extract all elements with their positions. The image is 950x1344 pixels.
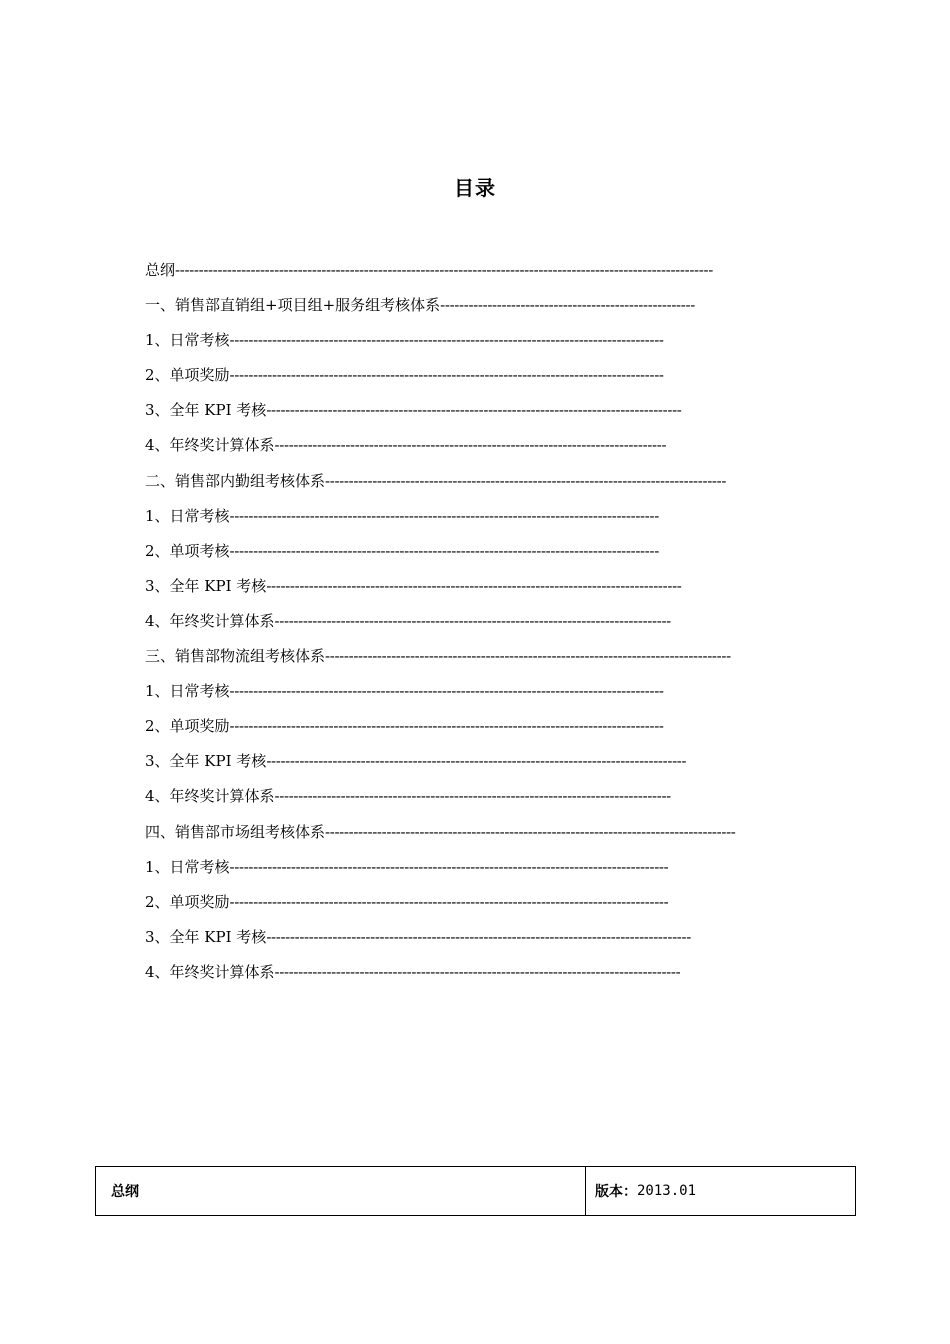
toc-item-label: 2、单项奖励 xyxy=(145,366,230,385)
toc-item-label: 4、年终奖计算体系 xyxy=(145,611,275,630)
toc-item-label: 3、全年 KPI 考核 xyxy=(145,401,267,420)
toc-item-label: 三、销售部物流组考核体系 xyxy=(145,647,326,666)
toc-item[interactable] xyxy=(145,645,810,680)
toc-dot-leader: ---------------------------------------------------------------------------------------- xyxy=(266,576,682,595)
toc-item-label: 2、单项奖励 xyxy=(145,717,230,736)
toc-item-label: 4、年终奖计算体系 xyxy=(145,787,275,806)
toc-item-label: 3、全年 KPI 考核 xyxy=(145,752,267,771)
toc-dot-leader: ----------------------------------------------------------------------------------------- xyxy=(266,752,687,771)
toc-item[interactable] xyxy=(145,329,810,364)
toc-item[interactable] xyxy=(145,680,810,715)
toc-item-label: 3、全年 KPI 考核 xyxy=(145,576,267,595)
toc-item[interactable] xyxy=(145,540,810,575)
toc-item[interactable] xyxy=(145,575,810,610)
toc-item-label: 1、日常考核 xyxy=(145,331,230,350)
toc-dot-leader: ------------------------------------------------------------------------------------ xyxy=(274,787,671,806)
toc-dot-leader: ------------------------------------------------------ xyxy=(440,296,695,315)
table-of-contents xyxy=(145,259,810,996)
toc-item-label: 4、年终奖计算体系 xyxy=(145,436,275,455)
toc-dot-leader: ------------------------------------------------------------------------------------------- xyxy=(229,506,659,525)
toc-item-label: 2、单项奖励 xyxy=(145,892,230,911)
footer-section-cell xyxy=(96,1167,586,1215)
toc-dot-leader: --------------------------------------------------------------------------------------------- xyxy=(229,892,669,911)
toc-dot-leader: ------------------------------------------------------------------------------------- xyxy=(325,471,727,490)
toc-item[interactable] xyxy=(145,785,810,820)
footer-section-name: 总纲 xyxy=(111,1184,139,1200)
toc-item[interactable] xyxy=(145,926,810,961)
footer-version-cell xyxy=(586,1167,855,1215)
toc-dot-leader: -------------------------------------------------------------------------------------------- xyxy=(229,682,664,701)
toc-item-label: 总纲 xyxy=(145,261,176,279)
toc-item[interactable] xyxy=(145,470,810,505)
toc-item[interactable] xyxy=(145,821,810,856)
footer-version-label: 版本： xyxy=(595,1184,637,1200)
toc-dot-leader: ------------------------------------------------------------------------------------------ xyxy=(266,927,691,946)
toc-dot-leader: -------------------------------------------------------------------------------------------- xyxy=(229,366,664,385)
toc-item-label: 3、全年 KPI 考核 xyxy=(145,927,267,946)
toc-item[interactable] xyxy=(145,891,810,926)
toc-item[interactable] xyxy=(145,399,810,434)
toc-item-label: 2、单项考核 xyxy=(145,541,230,560)
toc-dot-leader: -------------------------------------------------------------------------------------- xyxy=(325,647,731,666)
toc-dot-leader: ------------------------------------------------------------------------------------------------------------------ xyxy=(175,261,713,279)
toc-item[interactable] xyxy=(145,364,810,399)
toc-item-label: 一、销售部直销组+项目组+服务组考核体系 xyxy=(145,296,441,315)
toc-item-label: 1、日常考核 xyxy=(145,857,230,876)
toc-item[interactable] xyxy=(145,610,810,645)
toc-item[interactable] xyxy=(145,750,810,785)
toc-dot-leader: --------------------------------------------------------------------------------------------- xyxy=(229,857,669,876)
toc-dot-leader: --------------------------------------------------------------------------------------- xyxy=(325,822,736,841)
footer-table xyxy=(95,1166,856,1216)
toc-dot-leader: -------------------------------------------------------------------------------------------- xyxy=(229,717,664,736)
toc-item-label: 1、日常考核 xyxy=(145,506,230,525)
toc-dot-leader: -------------------------------------------------------------------------------------- xyxy=(274,962,681,981)
toc-item[interactable] xyxy=(145,434,810,469)
toc-item-label: 1、日常考核 xyxy=(145,682,230,701)
toc-dot-leader: -------------------------------------------------------------------------------------------- xyxy=(229,331,664,350)
toc-dot-leader: ------------------------------------------------------------------------------------------- xyxy=(229,541,659,560)
toc-item[interactable] xyxy=(145,961,810,996)
toc-dot-leader: ------------------------------------------------------------------------------------ xyxy=(274,611,671,630)
toc-title: 目录 xyxy=(454,176,496,200)
toc-item-label: 四、销售部市场组考核体系 xyxy=(145,822,326,841)
toc-item-label: 二、销售部内勤组考核体系 xyxy=(145,471,326,490)
toc-dot-leader: ---------------------------------------------------------------------------------------- xyxy=(266,401,682,420)
toc-dot-leader: ----------------------------------------------------------------------------------- xyxy=(274,436,667,455)
toc-item[interactable] xyxy=(145,505,810,540)
toc-item[interactable] xyxy=(145,294,810,329)
toc-item[interactable] xyxy=(145,856,810,891)
footer-version-value: 2013.01 xyxy=(637,1183,697,1199)
toc-item[interactable] xyxy=(145,259,810,294)
toc-item[interactable] xyxy=(145,715,810,750)
toc-item-label: 4、年终奖计算体系 xyxy=(145,962,275,981)
